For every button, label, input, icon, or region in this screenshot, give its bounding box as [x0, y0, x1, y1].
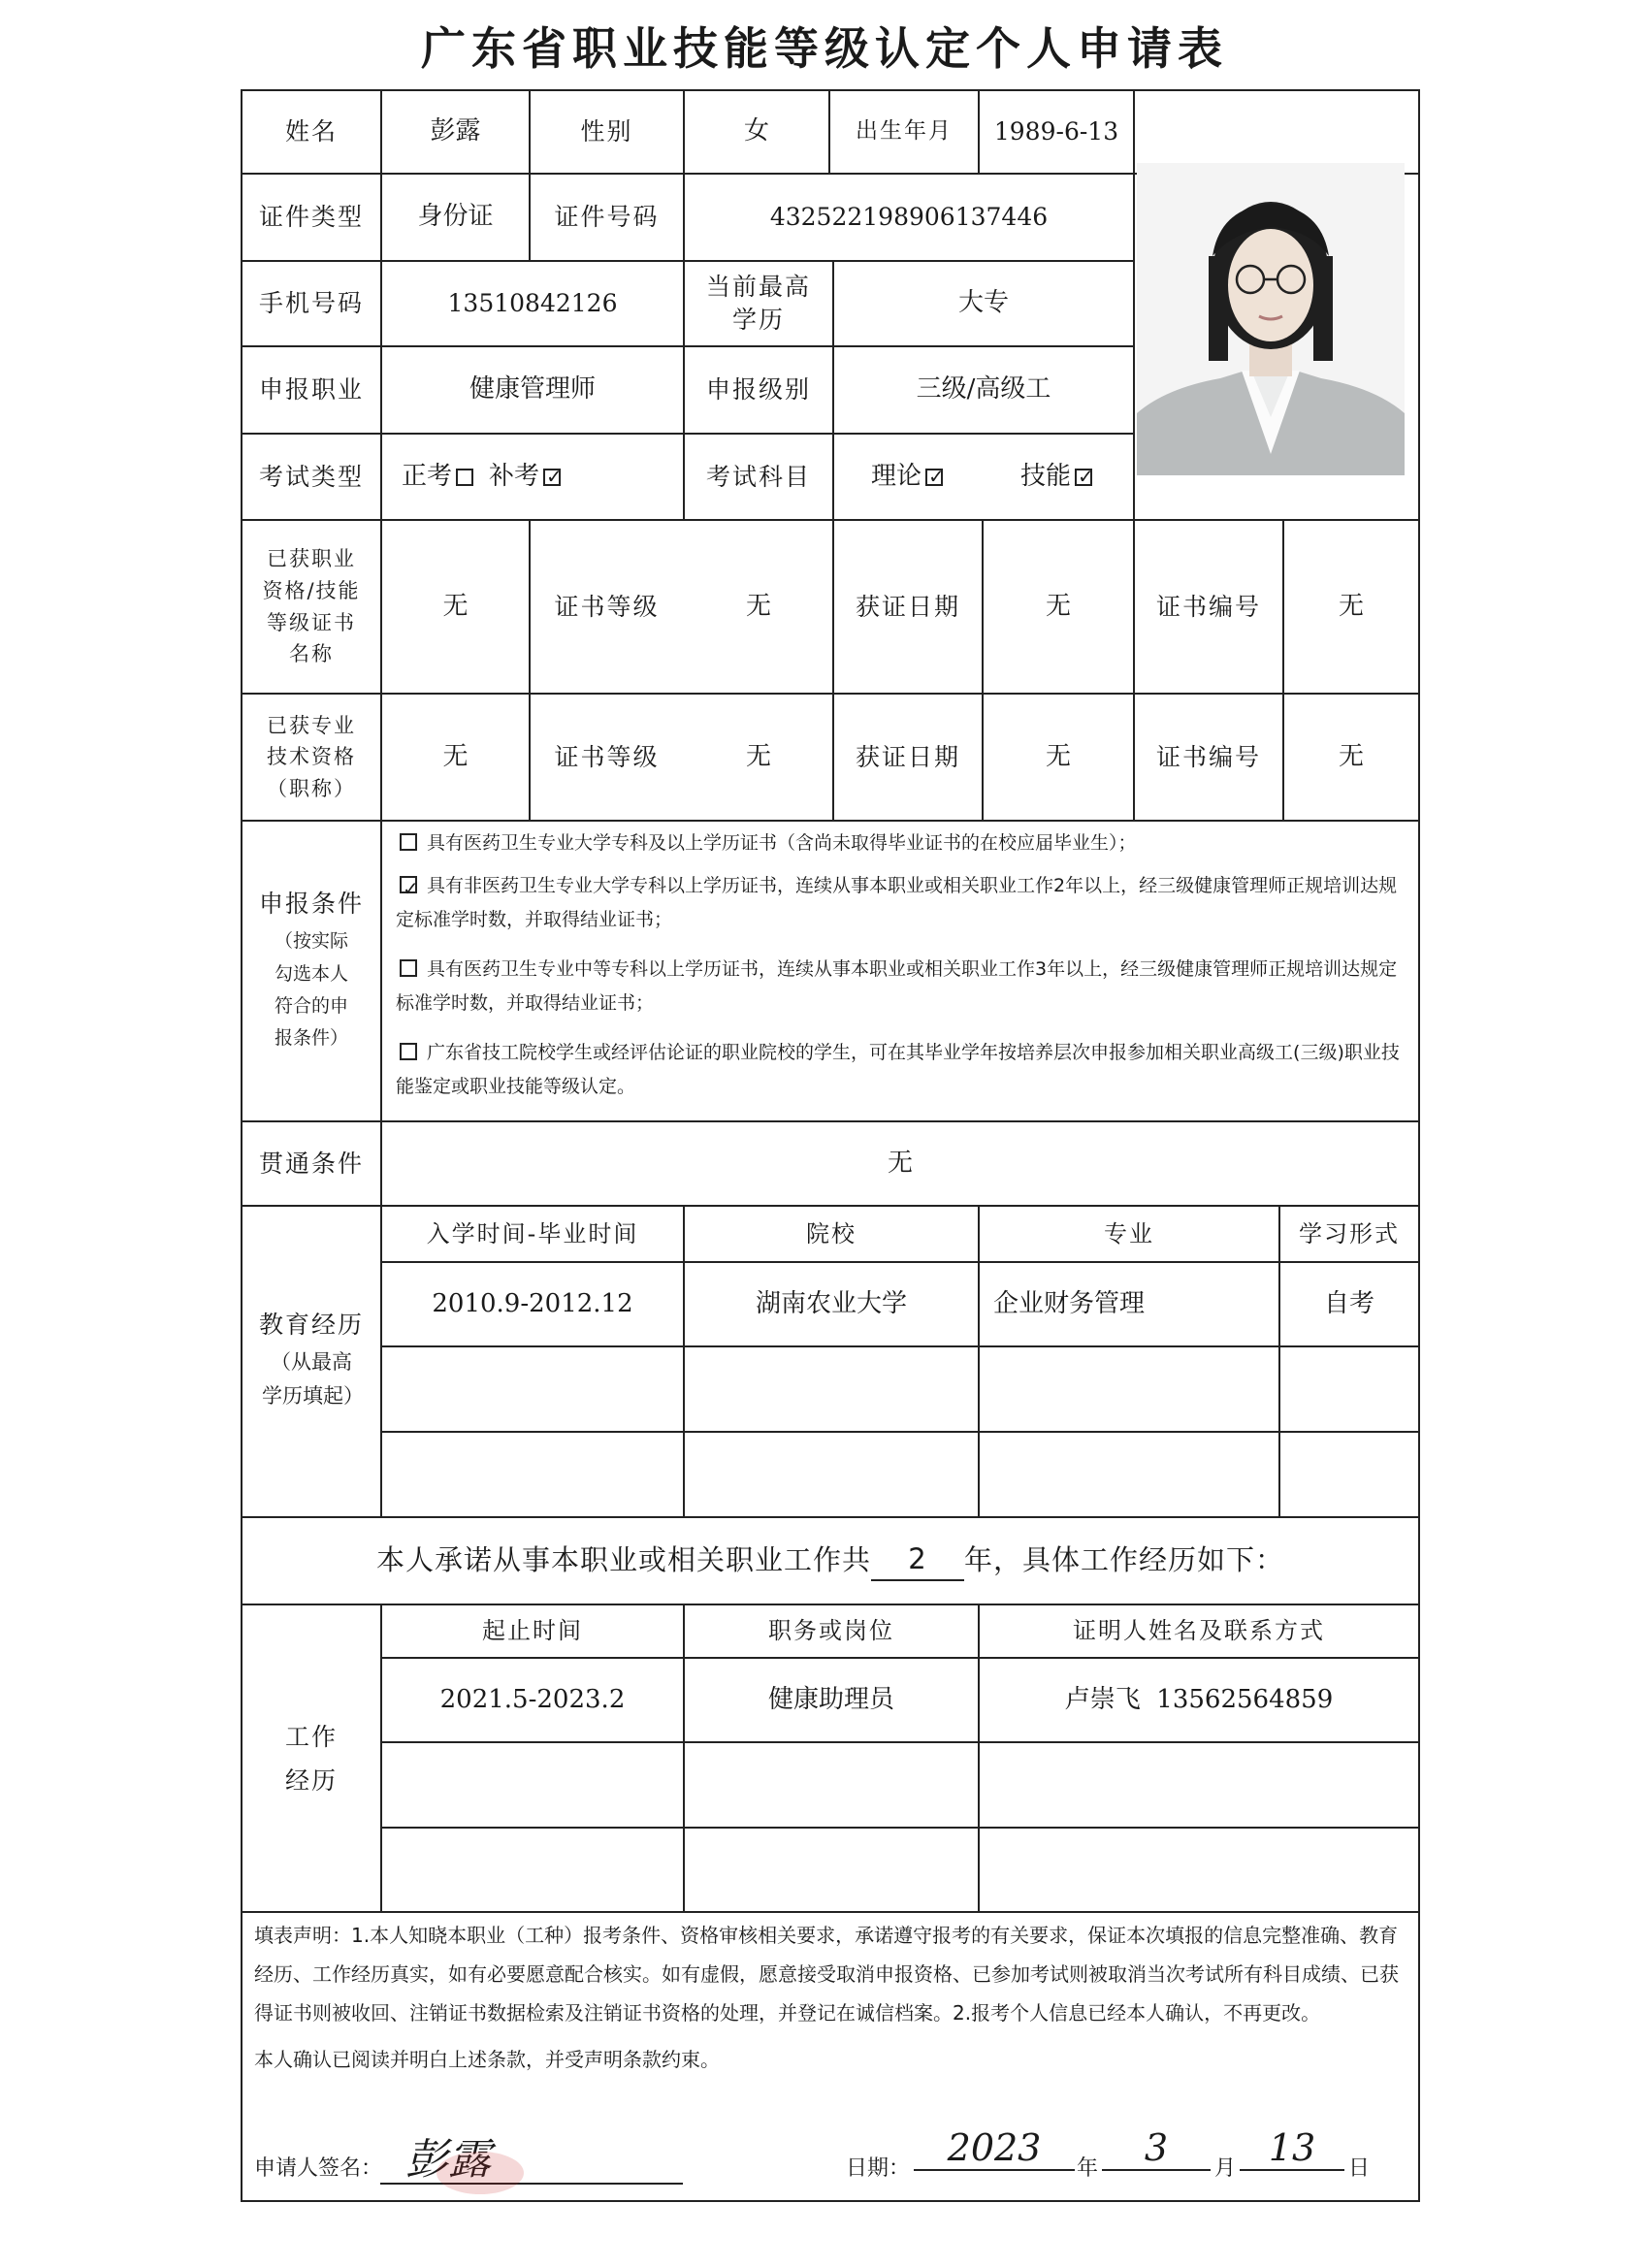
applicant-signature[interactable]: 彭露 — [405, 2135, 491, 2185]
value-qual-professional-date[interactable]: 无 — [1045, 741, 1071, 771]
condition-item — [396, 1036, 1405, 1104]
value-qual-professional-level[interactable]: 无 — [745, 741, 771, 771]
value-level[interactable]: 三级/高级工 — [916, 374, 1051, 405]
commitment-line — [242, 1518, 1418, 1604]
exam-subject-theory-label: 理论 — [870, 461, 922, 491]
label-birth: 出生年月 — [856, 118, 953, 145]
label-education-note: （从最高学历填起） — [262, 1349, 364, 1409]
value-gender[interactable]: 女 — [743, 116, 769, 146]
label-education-top: 当前最高学历 — [706, 273, 812, 334]
label-cert-no: 证书编号 — [1155, 742, 1261, 771]
value-qual-vocational-number[interactable]: 无 — [1338, 591, 1364, 621]
exam-type-makeup-label: 补考 — [489, 461, 540, 491]
value-name[interactable]: 彭露 — [430, 116, 481, 146]
signature-label: 申请人签名： — [254, 2156, 383, 2181]
condition-3-text: 具有医药卫生专业中等专科以上学历证书，连续从事本职业或相关职业工作3年以上，经三级健康管理师正规培训达规定标准学时数，并取得结业证书； — [396, 958, 1398, 1015]
rule — [380, 820, 382, 1120]
education-label-group — [242, 1207, 380, 1516]
applicant-photo — [1137, 163, 1405, 475]
value-phone[interactable]: 13510842126 — [447, 289, 618, 318]
label-exam-type: 考试类型 — [258, 462, 364, 491]
rule — [380, 1827, 1420, 1829]
rule — [380, 1741, 1420, 1743]
condition-4-checkbox[interactable] — [400, 1043, 417, 1060]
work-header-period: 起止时间 — [482, 1617, 583, 1645]
date-day-unit: 日 — [1348, 2156, 1371, 2181]
rule — [1133, 89, 1135, 519]
value-birth[interactable]: 1989-6-13 — [993, 117, 1119, 146]
exam-type-options — [382, 435, 683, 519]
label-occupation: 申报职业 — [258, 375, 364, 405]
condition-4-text: 广东省技工院校学生或经评估论证的职业院校的学生，可在其毕业学年按培养层次申报参加相关职业高级工(三级)职业技能鉴定或职业技能等级认定。 — [396, 1042, 1400, 1098]
date-year-unit: 年 — [1077, 2156, 1099, 2181]
label-cert-level: 证书等级 — [554, 742, 660, 771]
label-phone: 手机号码 — [258, 289, 364, 318]
edu-row-period[interactable]: 2010.9-2012.12 — [432, 1288, 633, 1318]
exam-subject-theory-checkbox[interactable] — [925, 469, 943, 486]
date-year[interactable]: 2023 — [914, 2126, 1075, 2171]
value-qual-vocational-level[interactable]: 无 — [745, 591, 771, 621]
rule — [241, 820, 1420, 822]
label-conditions-note: （按实际勾选本人符合的申报条件） — [274, 930, 348, 1050]
exam-type-formal-checkbox[interactable] — [456, 469, 473, 486]
edu-header-mode: 学习形式 — [1299, 1219, 1400, 1247]
value-occupation[interactable]: 健康管理师 — [469, 374, 596, 405]
value-through[interactable]: 无 — [887, 1148, 913, 1178]
work-row-position[interactable]: 健康助理员 — [767, 1684, 894, 1714]
label-name: 姓名 — [284, 117, 338, 146]
label-cert-date: 获证日期 — [855, 592, 960, 621]
edu-header-school: 院校 — [806, 1219, 857, 1247]
exam-subject-skill-checkbox[interactable] — [1075, 469, 1092, 486]
date-label: 日期： — [846, 2156, 911, 2181]
condition-item — [396, 953, 1405, 1021]
declaration-confirm: 本人确认已阅读并明白上述条款，并受声明条款约束。 — [254, 2048, 720, 2071]
condition-2-checkbox[interactable] — [400, 876, 417, 893]
conditions-label-group — [242, 822, 380, 1120]
label-id-type: 证件类型 — [258, 203, 364, 232]
edu-row-school[interactable]: 湖南农业大学 — [755, 1288, 907, 1318]
date-month[interactable]: 3 — [1102, 2126, 1211, 2171]
edu-header-period: 入学时间-毕业时间 — [426, 1219, 639, 1247]
exam-type-makeup-checkbox[interactable] — [543, 469, 561, 486]
label-education: 教育经历 — [258, 1310, 364, 1339]
commitment-suffix: 年，具体工作经历如下： — [964, 1543, 1285, 1577]
condition-item — [396, 826, 1405, 860]
rule — [241, 1911, 1420, 1913]
value-qual-professional-name[interactable]: 无 — [442, 741, 469, 771]
label-conditions: 申报条件 — [258, 889, 364, 918]
declaration — [254, 1916, 1408, 2079]
form-title: 广东省职业技能等级认定个人申请表 — [421, 22, 1228, 75]
work-header-reference: 证明人姓名及联系方式 — [1073, 1617, 1325, 1645]
declaration-text: 填表声明：1.本人知晓本职业（工种）报考条件、资格审核相关要求，承诺遵守报考的有关要求，保证本次填报的信息完整准确、教育经历、工作经历真实，如有必要愿意配合核实。如有虚假，愿意接受取消申报资格、已参加考试则被取消当次考试所有科目成绩、已获得证书则被收回、注销证书数据检索及注销证书资格的处理，并登记在诚信档案。2.报考个人信息已经本人确认，不再更改。 — [254, 1924, 1399, 2025]
value-qual-vocational-name[interactable]: 无 — [442, 591, 469, 621]
value-id-type[interactable]: 身份证 — [417, 202, 494, 232]
value-education-top[interactable]: 大专 — [957, 288, 1009, 318]
condition-2-text: 具有非医药卫生专业大学专科以上学历证书，连续从事本职业或相关职业工作2年以上，经三级健康管理师正规培训达规定标准学时数，并取得结业证书； — [396, 875, 1398, 931]
label-exam-subject: 考试科目 — [705, 462, 811, 491]
label-qual-vocational: 已获职业资格/技能等级证书名称 — [262, 547, 361, 666]
exam-type-formal-label: 正考 — [402, 461, 453, 491]
exam-subject-skill-label: 技能 — [1019, 461, 1071, 491]
work-row-reference[interactable]: 卢崇飞 13562564859 — [1064, 1684, 1334, 1714]
rule — [380, 1431, 1420, 1433]
date-day[interactable]: 13 — [1240, 2126, 1344, 2171]
edu-row-mode[interactable]: 自考 — [1323, 1288, 1374, 1318]
commitment-years[interactable]: 2 — [871, 1540, 964, 1580]
label-qual-professional: 已获专业技术资格（职称） — [267, 713, 356, 800]
label-through: 贯通条件 — [258, 1149, 364, 1178]
label-level: 申报级别 — [705, 375, 811, 405]
commitment-prefix: 本人承诺从事本职业或相关职业工作共 — [375, 1543, 871, 1577]
condition-3-checkbox[interactable] — [400, 959, 417, 977]
label-cert-date: 获证日期 — [855, 742, 960, 771]
label-cert-no: 证书编号 — [1155, 592, 1261, 621]
value-qual-vocational-date[interactable]: 无 — [1045, 591, 1071, 621]
work-row-period[interactable]: 2021.5-2023.2 — [439, 1684, 626, 1714]
label-cert-level: 证书等级 — [554, 592, 660, 621]
rule — [380, 1345, 1420, 1347]
exam-subject-options — [834, 435, 1133, 519]
label-work: 工作经历 — [284, 1722, 338, 1795]
work-header-position: 职务或岗位 — [768, 1617, 894, 1645]
condition-1-checkbox[interactable] — [400, 833, 417, 851]
date-month-unit: 月 — [1214, 2156, 1237, 2181]
fingerprint-mark — [436, 2152, 524, 2194]
label-id-number: 证件号码 — [554, 203, 660, 232]
condition-item — [396, 869, 1405, 937]
value-id-number[interactable]: 432522198906137446 — [769, 203, 1049, 232]
condition-1-text: 具有医药卫生专业大学专科及以上学历证书（含尚未取得毕业证书的在校应届毕业生）； — [427, 832, 1137, 854]
edu-header-major: 专业 — [1104, 1219, 1154, 1247]
edu-row-major[interactable]: 企业财务管理 — [993, 1288, 1146, 1318]
value-qual-professional-number[interactable]: 无 — [1338, 741, 1364, 771]
label-gender: 性别 — [580, 117, 633, 146]
